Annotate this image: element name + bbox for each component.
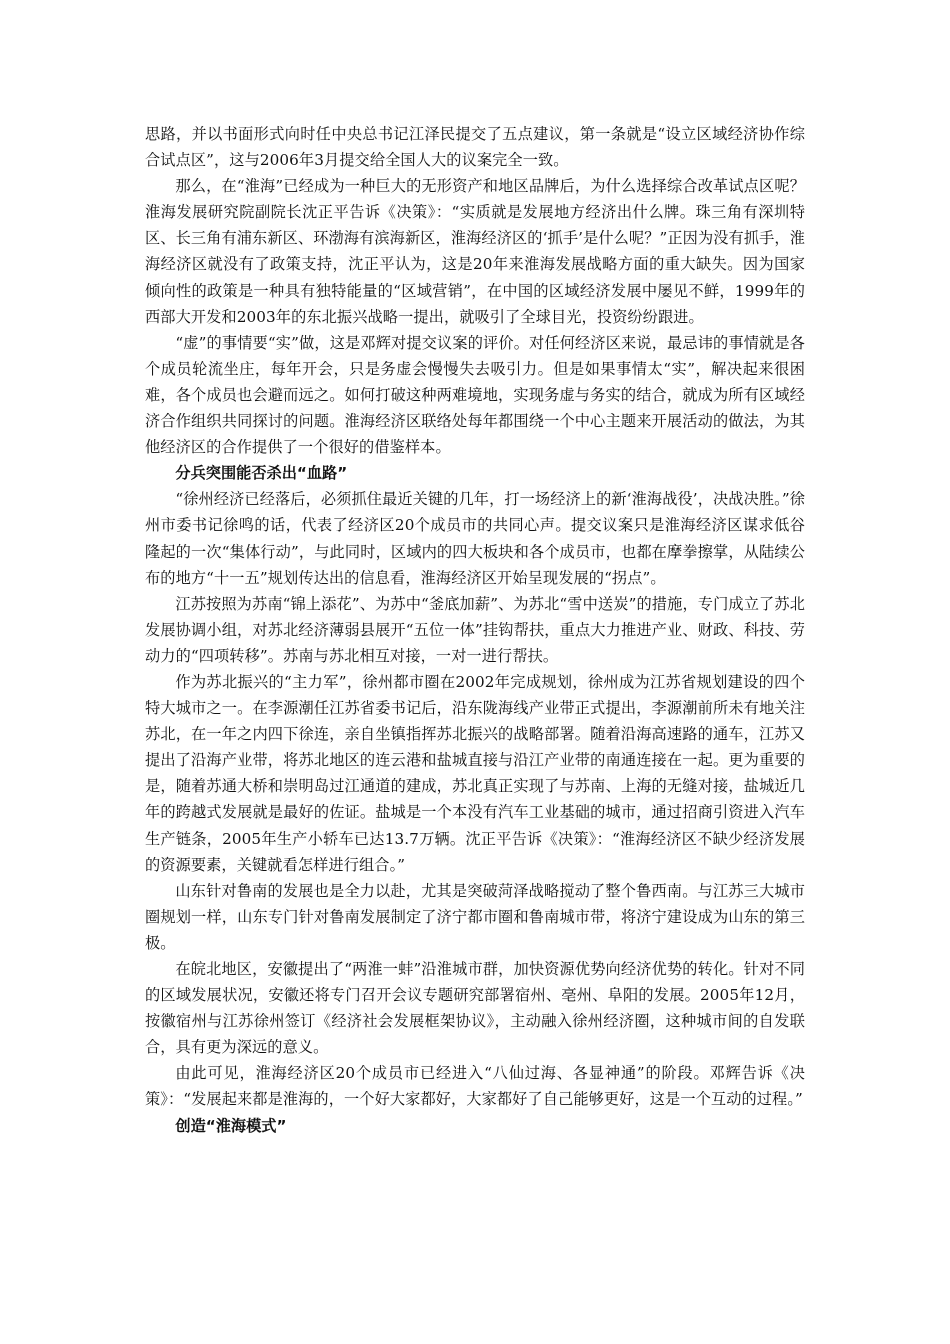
paragraph-7: 山东针对鲁南的发展也是全力以赴，尤其是突破菏泽战略搅动了整个鲁西南。与江苏三大城市圈规划一样，山东专门针对鲁南发展制定了济宁都市圈和鲁南城市带，将济宁建设成为山东的第三极。: [145, 881, 805, 952]
paragraph-4: “徐州经济已经落后，必须抓住最近关键的几年，打一场经济上的新‘淮海战役’，决战决胜。”徐州市委书记徐鸣的话，代表了经济区20个成员市的共同心声。提交议案只是淮海经济区谋求低谷隆起的一次“集体行动”，与此同时，区域内的四大板块和各个成员市，也都在摩拳擦掌，从陆续公布的地方“十一五”规划传达出的信息看，淮海经济区开始呈现发展的“拐点”。: [145, 490, 805, 587]
paragraph-5: 江苏按照为苏南“锦上添花”、为苏中“釜底加薪”、为苏北“雪中送炭”的措施，专门成立了苏北发展协调小组，对苏北经济薄弱县展开“五位一体”挂钩帮扶，重点大力推进产业、财政、科技、劳动力的“四项转移”。苏南与苏北相互对接，一对一进行帮扶。: [145, 594, 805, 665]
paragraph-9: 由此可见，淮海经济区20个成员市已经进入“八仙过海、各显神通”的阶段。邓辉告诉《决策》：“发展起来都是淮海的，一个好大家都好，大家都好了自己能够更好，这是一个互动的过程。”: [145, 1064, 805, 1109]
section-heading-breakout: 分兵突围能否杀出“血路”: [175, 464, 348, 483]
section-heading-huaihai-model: 创造“淮海模式”: [175, 1116, 287, 1135]
paragraph-6: 作为苏北振兴的“主力军”，徐州都市圈在2002年完成规划，徐州成为江苏省规划建设的四个特大城市之一。在李源潮任江苏省委书记后，沿东陇海线产业带正式提出，李源潮前所未有地关注苏北，在一年之内四下徐连，亲自坐镇指挥苏北振兴的战略部署。随着沿海高速路的通车，江苏又提出了沿海产业带，将苏北地区的连云港和盐城直接与沿江产业带的南通连接在一起。更为重要的是，随着苏通大桥和崇明岛过江通道的建成，苏北真正实现了与苏南、上海的无缝对接，盐城近几年的跨越式发展就是最好的佐证。盐城是一个本没有汽车工业基础的城市，通过招商引资进入汽车生产链条，2005年生产小轿车已达13.7万辆。沈正平告诉《决策》：“淮海经济区不缺少经济发展的资源要素，关键就看怎样进行组合。”: [145, 672, 805, 874]
paragraph-1: 思路，并以书面形式向时任中央总书记江泽民提交了五点建议，第一条就是“设立区域经济协作综合试点区”，这与2006年3月提交给全国人大的议案完全一致。: [145, 125, 805, 170]
paragraph-2: 那么，在“淮海”已经成为一种巨大的无形资产和地区品牌后，为什么选择综合改革试点区呢？淮海发展研究院副院长沈正平告诉《决策》：“实质就是发展地方经济出什么牌。珠三角有深圳特区、长三角有浦东新区、环渤海有滨海新区，淮海经济区的‘抓手’是什么呢？”正因为没有抓手，淮海经济区就没有了政策支持，沈正平认为，这是20年来淮海发展战略方面的重大缺失。因为国家倾向性的政策是一种具有独特能量的“区域营销”，在中国的区域经济发展中屡见不鲜，1999年的西部大开发和2003年的东北振兴战略一提出，就吸引了全球目光，投资纷纷跟进。: [145, 177, 805, 326]
paragraph-3: “虚”的事情要“实”做，这是邓辉对提交议案的评价。对任何经济区来说，最忌讳的事情就是各个成员轮流坐庄，每年开会，只是务虚会慢慢失去吸引力。但是如果事情太“实”，解决起来很困难，各个成员也会避而远之。如何打破这种两难境地，实现务虚与务实的结合，就成为所有区域经济合作组织共同探讨的问题。淮海经济区联络处每年都围绕一个中心主题来开展活动的做法，为其他经济区的合作提供了一个很好的借鉴样本。: [145, 333, 805, 457]
document-page: [145, 121, 805, 1139]
paragraph-8: 在皖北地区，安徽提出了“两淮一蚌”沿淮城市群，加快资源优势向经济优势的转化。针对不同的区域发展状况，安徽还将专门召开会议专题研究部署宿州、亳州、阜阳的发展。2005年12月，按徽宿州与江苏徐州签订《经济社会发展框架协议》，主动融入徐州经济圈，这种城市间的自发联合，具有更为深远的意义。: [145, 960, 805, 1057]
